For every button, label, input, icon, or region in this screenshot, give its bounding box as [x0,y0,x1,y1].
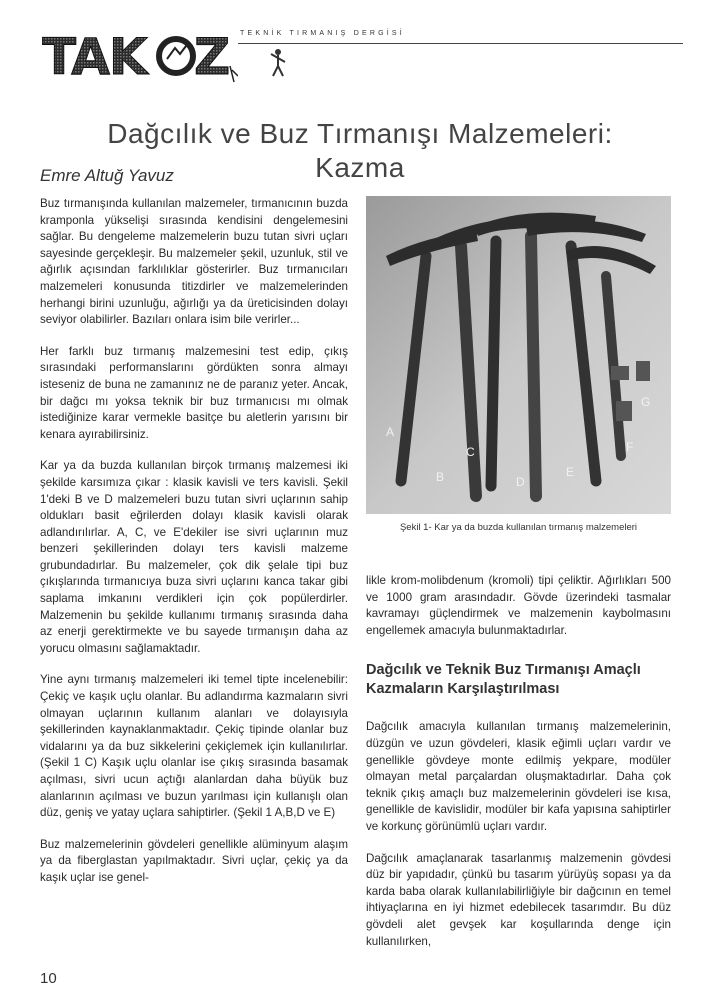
paragraph: Dağcılık amacıyla kullanılan tırmanış malzemelerinin, düzgün ve uzun gövdeleri, klasik eğimli uçları vardır ve genellikle gövdeye monte edilmiş yekpare, modüler olmayan metal parçalardan oluşmaktadırlar. Daha çok teknik çıkış amaçlı buz malzemelerinin gövdeleri ise kısa, genellikle de kavislidir, modüler bir kafa yapısına sahiptirler ve korkunç görünümlü uçları vardır. [366,720,671,833]
figure-letter-g: G [641,395,651,409]
paragraph: Kar ya da buzda kullanılan birçok tırmanış malzemesi iki şekilde karsımıza çıkar : klasik kavisli ve ters kavisli. Şekil 1'deki B ve D malzemeleri buzu tutan sivri uçlarının sahip oldukları basit eğrilerden dolayı klasik kavisli olarak adlandırılırlar. A, C, ve E'dekiler ise sivri uçlarının muz benzeri şekillerinden dolayı ters kavisli malzeme grubundadırlar. Bu malzemeler, çok dik şelale tipi buz çıkışlarında tırmanıcıya buza sivri uçlarını kanca takar gibi saplama imkanını verdikleri için çok popülerdirler. Malzemenin bu şekilde kullanımı tırmanış sırasında daha az enerji gerektirmekte ve bu sayede tırmanışın daha az yorucu olmasını sağlamaktadır. [40,459,348,655]
page-number: 10 [40,970,57,987]
climber-icon [268,48,288,82]
header-rule [238,43,683,44]
figure-letter-e: E [566,465,575,479]
svg-text:TAK: TAK [42,28,147,84]
paragraph: Buz tırmanışında kullanılan malzemeler, tırmanıcının buzda kramponla yükselişi sırasında kendisini dengelemesini sağlar. Bu dengeleme malzemelerin buzu tutan sivri uçları sayesinde gerçekleşir. Bu malzemeler şekil, uzunluk, stil ve ağırlık açısından farklılıklar gösterirler. Buz tırmanıcıları malzemeleri konusunda titizdirler ve malzemelerinden herhangi birini uzunluğu, ağırlığı ya da üreticisinden dolayı seviyor olabilirler. Bazıları onlara isim bile verirler... [40,197,348,327]
paragraph: Dağcılık amaçlanarak tasarlanmış malzemenin gövdesi düz bir yapıdadır, çünkü bu tasarım yürüyüş sopası ya da karda baba olarak kullanılabilirliğiyle bir dağcının en temel ihtiyaçlarına en iyi hizmet edebilecek tasarımdır. Bu düz gövdeli alet gevşek kar koşullarında denge için kullanılırken, [366,851,671,948]
figure-letter-d: D [516,475,525,489]
paragraph: Her farklı buz tırmanış malzemesini test edip, çıkış sırasındaki performanslarını gördükten sonra almayı isteseniz de buna ne zamanınız ne de paranız yeter. Ancak, bir dağcı mı yoksa teknik bir buz tırmanıcısı mı olmak istediğinize karar vermekle basitçe bu aletlerin yarısını bir kenara ayırabilirsiniz. [40,344,348,441]
figure-letter-a: A [386,425,395,439]
takoz-logo [42,26,238,84]
magazine-tagline: TEKNİK TIRMANIŞ DERGİSİ [240,30,405,37]
paragraph: Buz malzemelerinin gövdeleri genellikle alüminyum alaşım ya da fiberglastan yapılmaktadır. Sivri uçlar, çekiç ya da kaşık uçlar ise genel- [40,837,348,884]
figure-1 [366,196,671,556]
svg-text:Z: Z [194,28,231,84]
section-heading: Dağcılık ve Teknik Buz Tırmanışı Amaçlı Kazmaların Karşılaştırılması [366,662,641,698]
article-author: Emre Altuğ Yavuz [40,166,174,185]
figure-letter-b: B [436,470,445,484]
paragraph: likle krom-molibdenum (kromoli) tipi çeliktir. Ağırlıkları 500 ve 1000 gram arasındadır. Gövde üzerindeki tasmalar kavramayı güçlendirmek ve malzemenin kaybolmasını engellemek amacıyla bulunmaktadırlar. [366,574,671,637]
figure-letter-c: C [466,445,475,459]
right-column [366,573,671,965]
paragraph: Yine aynı tırmanış malzemeleri iki temel tipte incelenebilir: Çekiç ve kaşık uçlu olanlar. Bu adlandırma kazmaların sivri olmayan uçlarının kullanım alanları ve dolayısıyla şekillerinden kaynaklanmaktadır. Çekiç tipinde olanlar buz vidalarını ya da buz sikkelerini çekiçlemek için kullanılırlar. (Şekil 1 C) Kaşık uçlu olanlar ise çıkış sırasında basamak açılması, sivri ucun açtığı alanlardan daha büyük buz alanlarının açılması ve buzun yarılması için kullanışlı olan düz, geniş ve yatay uçlara sahiptirler. (Şekil 1 A,B,D ve E) [40,673,348,820]
article-title: Dağcılık ve Buz Tırmanışı Malzemeleri: Kazma [107,117,613,183]
figure-caption: Şekil 1- Kar ya da buzda kullanılan tırmanış malzemeleri [399,522,638,533]
left-column [40,196,348,902]
ice-axes-photo [366,196,671,514]
figure-letter-f: F [626,440,634,454]
